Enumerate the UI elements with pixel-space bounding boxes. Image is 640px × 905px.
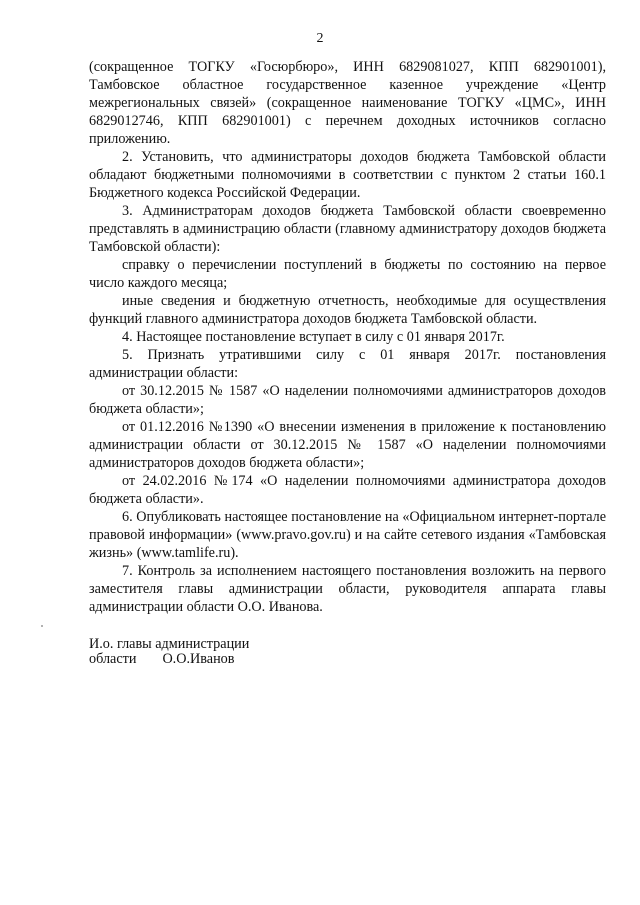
paragraph-item-3: 3. Администраторам доходов бюджета Тамбовской области своевременно представлять в администрацию области (главному администратору доходов бюджета Тамбовской области):	[89, 203, 606, 255]
paragraph-repealed-1390: от 01.12.2016 №1390 «О внесении изменения в приложение к постановлению администрации области от 30.12.2015 № 1587 «О наделении полномочиями администраторов доходов бюджета области»;	[89, 419, 606, 471]
paragraph-subitem-reference: справку о перечислении поступлений в бюджеты по состоянию на первое число каждого месяца;	[89, 257, 606, 291]
paragraph-item-4: 4. Настоящее постановление вступает в силу с 01 января 2017г.	[122, 329, 505, 345]
paragraph-repealed-174: от 24.02.2016 №174 «О наделении полномочиями администратора доходов бюджета области».	[89, 473, 606, 507]
signatory-title-region: области	[89, 651, 137, 667]
signatory-title-line-2	[89, 652, 389, 667]
paragraph-continuation: (сокращенное ТОГКУ «Госюрбюро», ИНН 6829081027, КПП 682901001), Тамбовское областное государственное казенное учреждение «Центр межрегиональных связей» (сокращенное наименование ТОГКУ «ЦМС», ИНН 6829012746, КПП 682901001) с перечнем доходных источников согласно приложению.	[89, 59, 606, 147]
paragraph-item-5: 5. Признать утратившими силу с 01 января 2017г. постановления администрации области:	[89, 347, 606, 381]
scan-speck	[41, 625, 43, 627]
paragraph-item-7: 7. Контроль за исполнением настоящего постановления возложить на первого заместителя главы администрации области, руководителя аппарата главы администрации области О.О. Иванова.	[89, 563, 606, 615]
paragraph-repealed-1587: от 30.12.2015 № 1587 «О наделении полномочиями администраторов доходов бюджета области»;	[89, 383, 606, 417]
paragraph-item-2: 2. Установить, что администраторы доходов бюджета Тамбовской области обладают бюджетными полномочиями в соответствии с пунктом 2 статьи 160.1 Бюджетного кодекса Российской Федерации.	[89, 149, 606, 201]
signatory-title-line-1: И.о. главы администрации	[89, 636, 250, 652]
paragraph-item-6: 6. Опубликовать настоящее постановление на «Официальном интернет-портале правовой информации» (www.pravo.gov.ru) и на сайте сетевого издания «Тамбовская жизнь» (www.tamlife.ru).	[89, 509, 606, 561]
document-body	[89, 58, 606, 616]
page-number: 2	[316, 31, 324, 46]
signatory-name: О.О.Иванов	[162, 651, 235, 667]
paragraph-subitem-reporting: иные сведения и бюджетную отчетность, необходимые для осуществления функций главного администратора доходов бюджета Тамбовской области.	[89, 293, 606, 327]
signature-block	[89, 637, 389, 667]
